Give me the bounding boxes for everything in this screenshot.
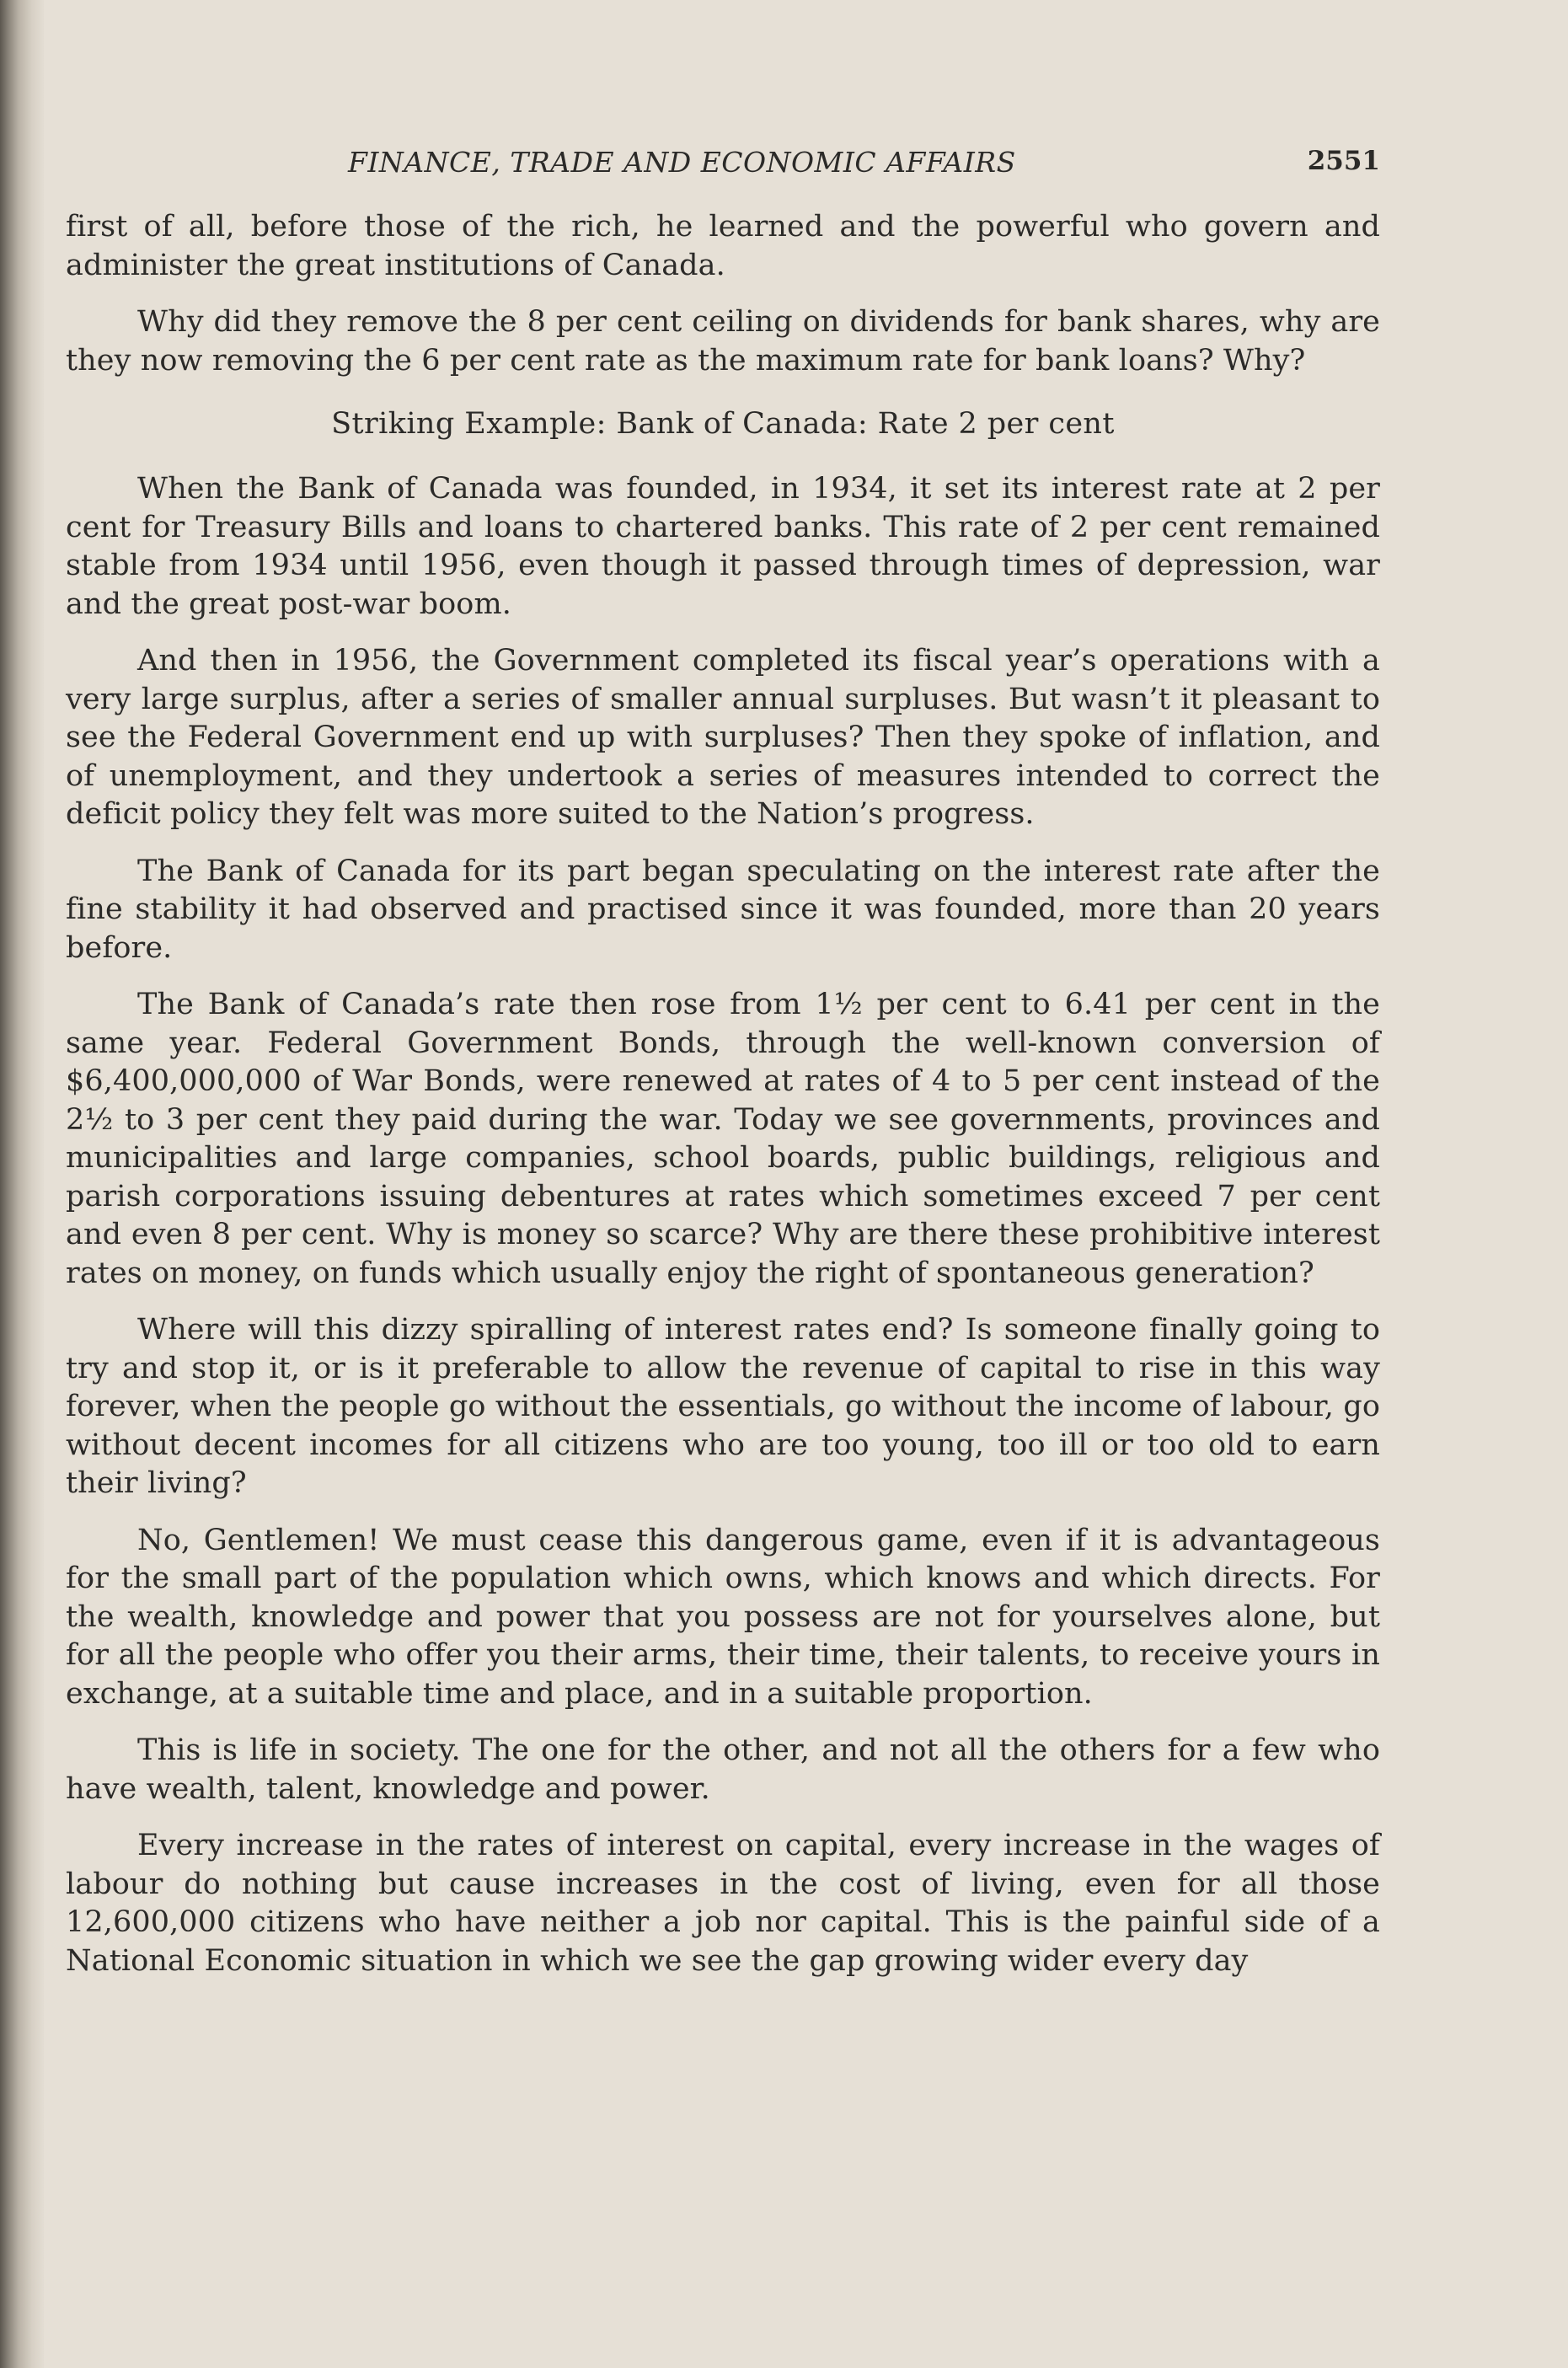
section-subheading: Striking Example: Bank of Canada: Rate 2 per cent — [331, 407, 1115, 441]
book-binding-shadow — [0, 0, 44, 2368]
paragraph-8: No, Gentlemen! We must cease this dangerous game, even if it is advantageous for the small part of the population which owns, which knows and which directs. For the wealth, knowledge and power that you possess are not for yourselves alone, but for all the people who offer you their arms, their time, their talents, to receive yours in exchange, at a suitable time and place, and in a suitable proportion. — [66, 1523, 1380, 1711]
running-head-title: FINANCE, TRADE AND ECONOMIC AFFAIRS — [348, 146, 1016, 179]
paragraph-6: The Bank of Canada’s rate then rose from 1½ per cent to 6.41 per cent in the same year. Federal Government Bonds, through the well-known conversion of $6,400,000,000 of War Bonds, were renewed at rates of 4 to 5 per cent instead of the 2½ to 3 per cent they paid during the war. Today we see governments, provinces and municipalities and large companies, school boards, public buildings, religious and parish corporations issuing debentures at rates which sometimes exceed 7 per cent and even 8 per cent. Why is money so scarce? Why are there these prohibitive interest rates on money, on funds which usually enjoy the right of spontaneous generation? — [66, 988, 1380, 1290]
paragraph-2: Why did they remove the 8 per cent ceiling on dividends for bank shares, why are they now removing the 6 per cent rate as the maximum rate for bank loans? Why? — [66, 305, 1380, 378]
paragraph-9: This is life in society. The one for the other, and not all the others for a few who have wealth, talent, knowledge and power. — [66, 1733, 1380, 1806]
paragraph-7: Where will this dizzy spiralling of interest rates end? Is someone finally going to try and stop it, or is it preferable to allow the revenue of capital to rise in this way forever, when the people go without the essentials, go without the income of labour, go without decent incomes for all citizens who are too young, too ill or too old to earn their living? — [66, 1313, 1380, 1500]
paragraph-1: first of all, before those of the rich, he learned and the powerful who govern and administer the great institutions of Canada. — [66, 210, 1380, 282]
page-number: 2551 — [1307, 146, 1380, 176]
paragraph-5: The Bank of Canada for its part began speculating on the interest rate after the fine stability it had observed and practised since it was founded, more than 20 years before. — [66, 854, 1380, 965]
paragraph-10: Every increase in the rates of interest on capital, every increase in the wages of labour do nothing but cause increases in the cost of living, even for all those 12,600,000 citizens who have neither a job nor capital. This is the painful side of a National Economic situation in which we see the gap growing wider every day — [66, 1829, 1380, 1978]
paragraph-4: And then in 1956, the Government completed its fiscal year’s operations with a very large surplus, after a series of smaller annual surpluses. But wasn’t it pleasant to see the Federal Government end up with surpluses? Then they spoke of inflation, and of unemployment, and they undertook a series of measures intended to correct the deficit policy they felt was more suited to the Nation’s progress. — [66, 644, 1380, 831]
paragraph-3: When the Bank of Canada was founded, in 1934, it set its interest rate at 2 per cent for Treasury Bills and loans to chartered banks. This rate of 2 per cent remained stable from 1934 until 1956, even though it passed through times of depression, war and the great post-war boom. — [66, 472, 1380, 621]
running-header — [66, 139, 1380, 190]
document-page — [66, 139, 1380, 1999]
